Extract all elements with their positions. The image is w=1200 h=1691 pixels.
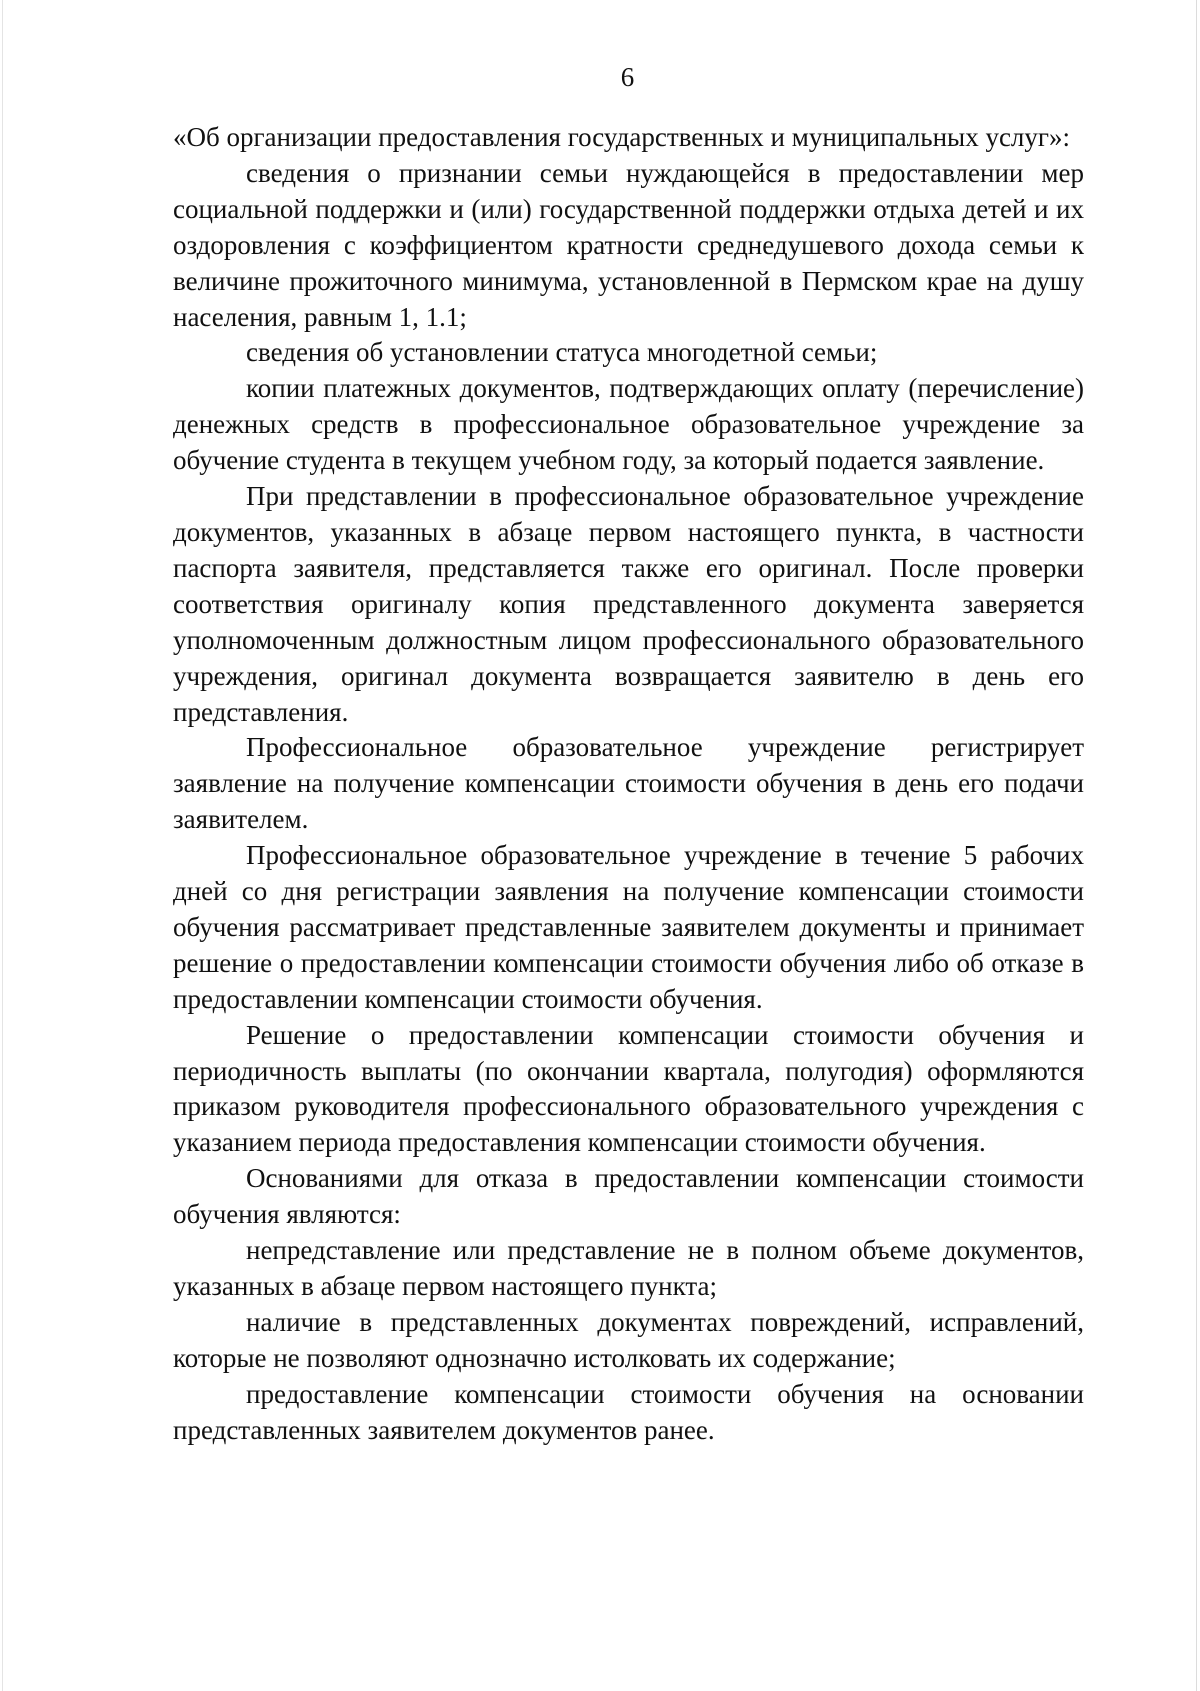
paragraph: Основаниями для отказа в предоставлении компенсации стоимости обучения являются: [173, 1163, 1084, 1230]
paragraph: Профессиональное образовательное учреждение в течение 5 рабочих дней со дня регистрации заявления на получение компенсации стоимости обучения рассматривает представленные заявителем документы и принимает решение о предоставлении компенсации стоимости обучения либо об отказе в предоставлении компенсации стоимости обучения. [173, 840, 1084, 1014]
scan-edge-left [2, 0, 3, 1691]
paragraph: Решение о предоставлении компенсации стоимости обучения и периодичность выплаты (по окончании квартала, полугодия) оформляются приказом руководителя профессионального образовательного учреждения с указанием периода предоставления компенсации стоимости обучения. [173, 1019, 1084, 1158]
page-number: 6 [620, 62, 635, 92]
paragraph: сведения о признании семьи нуждающейся в предоставлении мер социальной поддержки и (или) государственной поддержки отдыха детей и их оздоровления с коэффициентом кратности среднедушевого дохода семьи к величине прожиточного минимума, установленной в Пермском крае на душу населения, равным 1, 1.1; [173, 157, 1084, 332]
paragraph: копии платежных документов, подтверждающих оплату (перечисление) денежных средств в профессиональное образовательное учреждение за обучение студента в текущем учебном году, за который подается заявление. [173, 373, 1084, 476]
scan-edge-right [1196, 0, 1197, 1691]
paragraph: предоставление компенсации стоимости обучения на основании представленных заявителем документов ранее. [173, 1378, 1084, 1445]
paragraph: Профессиональное образовательное учреждение регистрирует заявление на получение компенсации стоимости обучения в день его подачи заявителем. [173, 732, 1084, 835]
paragraph: При представлении в профессиональное образовательное учреждение документов, указанных в абзаце первом настоящего пункта, в частности паспорта заявителя, представляется также его оригинал. После проверки соответствия оригиналу копия представленного документа заверяется уполномоченным должностным лицом профессионального образовательного учреждения, оригинал документа возвращается заявителю в день его представления. [173, 481, 1084, 727]
document-body [173, 120, 1084, 1449]
paragraph: наличие в представленных документах повреждений, исправлений, которые не позволяют однозначно истолковать их содержание; [173, 1306, 1084, 1373]
paragraph: «Об организации предоставления государственных и муниципальных услуг»: [173, 122, 1070, 152]
paragraph: сведения об установлении статуса многодетной семьи; [246, 337, 878, 368]
paragraph: непредставление или представление не в полном объеме документов, указанных в абзаце первом настоящего пункта; [173, 1235, 1084, 1301]
